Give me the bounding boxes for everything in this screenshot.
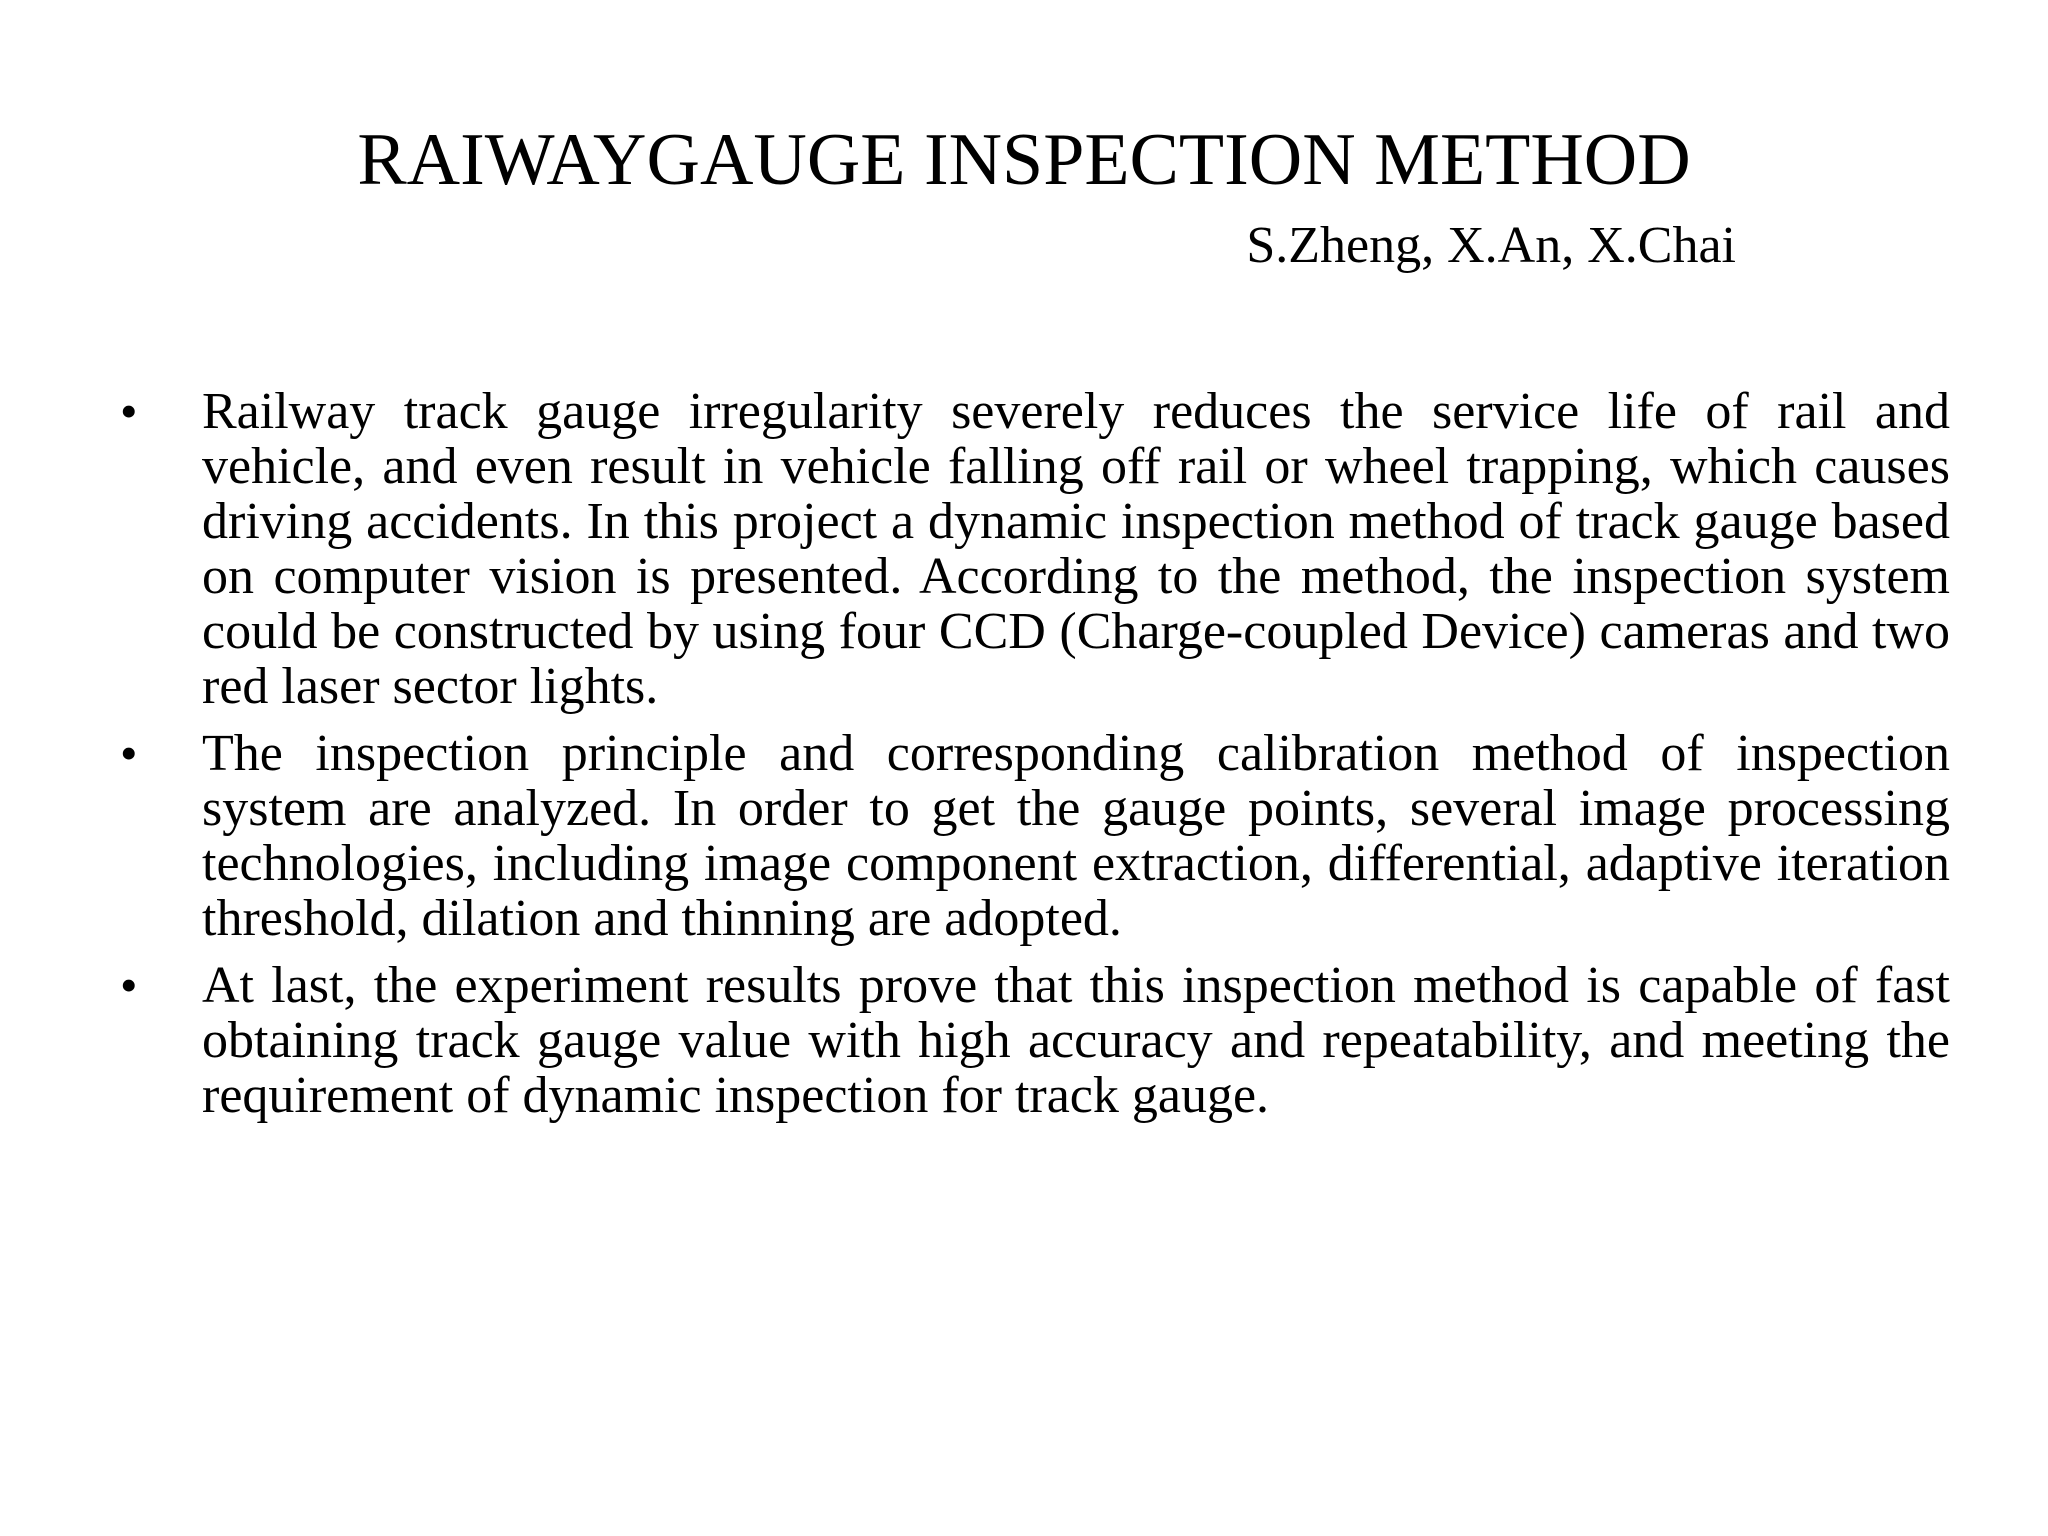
bullet-marker: • [120,383,138,439]
bullet-marker: • [120,725,138,781]
bullet-text: At last, the experiment results prove that this inspection method is capable of fast obtaining track gauge value with high accuracy and repeatability, and meeting the requirement of dynamic inspection for track gauge. [202,957,1950,1124]
bullet-marker: • [120,957,138,1013]
bullet-item-3 [120,958,1950,1123]
slide-authors: S.Zheng, X.An, X.Chai [1246,217,1736,274]
bullet-text: The inspection principle and corresponding calibration method of inspection system are analyzed. In order to get the gauge points, several image processing technologies, including image component extraction, differential, adaptive iteration threshold, dilation and thinning are adopted. [202,725,1950,947]
bullet-item-1 [120,384,1950,714]
slide-title: RAIWAYGAUGE INSPECTION METHOD [357,119,1691,201]
bullet-list [120,384,1950,1135]
bullet-item-2 [120,726,1950,946]
bullet-text: Railway track gauge irregularity severely reduces the service life of rail and vehicle, and even result in vehicle falling off rail or wheel trapping, which causes driving accidents. In this project a dynamic inspection method of track gauge based on computer vision is presented. According to the method, the inspection system could be constructed by using four CCD (Charge-coupled Device) cameras and two red laser sector lights. [202,383,1950,715]
